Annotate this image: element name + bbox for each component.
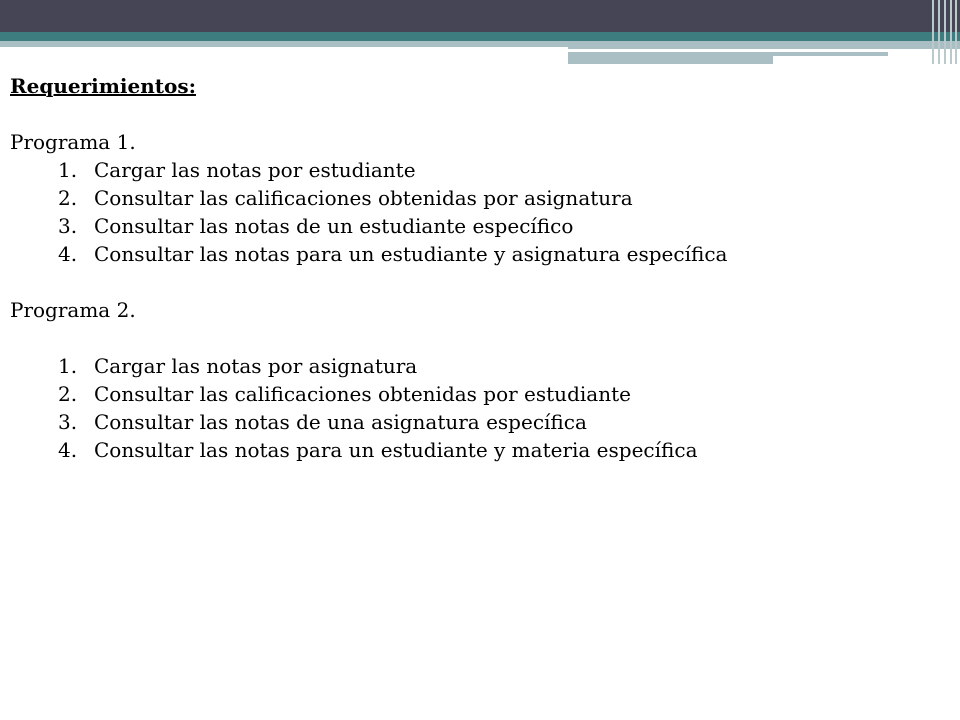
list-item <box>10 408 910 436</box>
program-2-label: Programa 2. <box>10 298 136 322</box>
header-dark-bar <box>0 0 960 32</box>
header-light-bar <box>568 41 960 49</box>
list-number: 2. <box>58 382 78 406</box>
list-item <box>10 184 910 212</box>
program-2-list <box>10 352 910 464</box>
list-item-text: Cargar las notas por estudiante <box>94 158 416 182</box>
list-item <box>10 212 910 240</box>
list-number: 3. <box>58 214 78 238</box>
corner-decoration <box>928 0 960 64</box>
list-number: 1. <box>58 354 78 378</box>
list-item-text: Consultar las calificaciones obtenidas por estudiante <box>94 382 631 406</box>
list-item-text: Consultar las notas para un estudiante y materia específica <box>94 438 698 462</box>
list-item <box>10 380 910 408</box>
list-item <box>10 436 910 464</box>
header-light-bar <box>0 41 568 47</box>
list-item <box>10 240 910 268</box>
list-item-text: Consultar las notas para un estudiante y asignatura específica <box>94 242 728 266</box>
list-item <box>10 352 910 380</box>
list-number: 2. <box>58 186 78 210</box>
list-item-text: Consultar las notas de una asignatura específica <box>94 410 587 434</box>
list-item-text: Consultar las notas de un estudiante específico <box>94 214 574 238</box>
header-teal-bar <box>0 32 960 41</box>
header-light-bar <box>568 56 773 64</box>
list-number: 1. <box>58 158 78 182</box>
slide-body <box>10 72 910 464</box>
list-number: 4. <box>58 438 78 462</box>
list-item <box>10 156 910 184</box>
list-number: 4. <box>58 242 78 266</box>
page-title: Requerimientos: <box>10 74 196 98</box>
program-1-label: Programa 1. <box>10 130 136 154</box>
list-item-text: Consultar las calificaciones obtenidas por asignatura <box>94 186 633 210</box>
list-item-text: Cargar las notas por asignatura <box>94 354 418 378</box>
list-number: 3. <box>58 410 78 434</box>
program-1-list <box>10 156 910 268</box>
